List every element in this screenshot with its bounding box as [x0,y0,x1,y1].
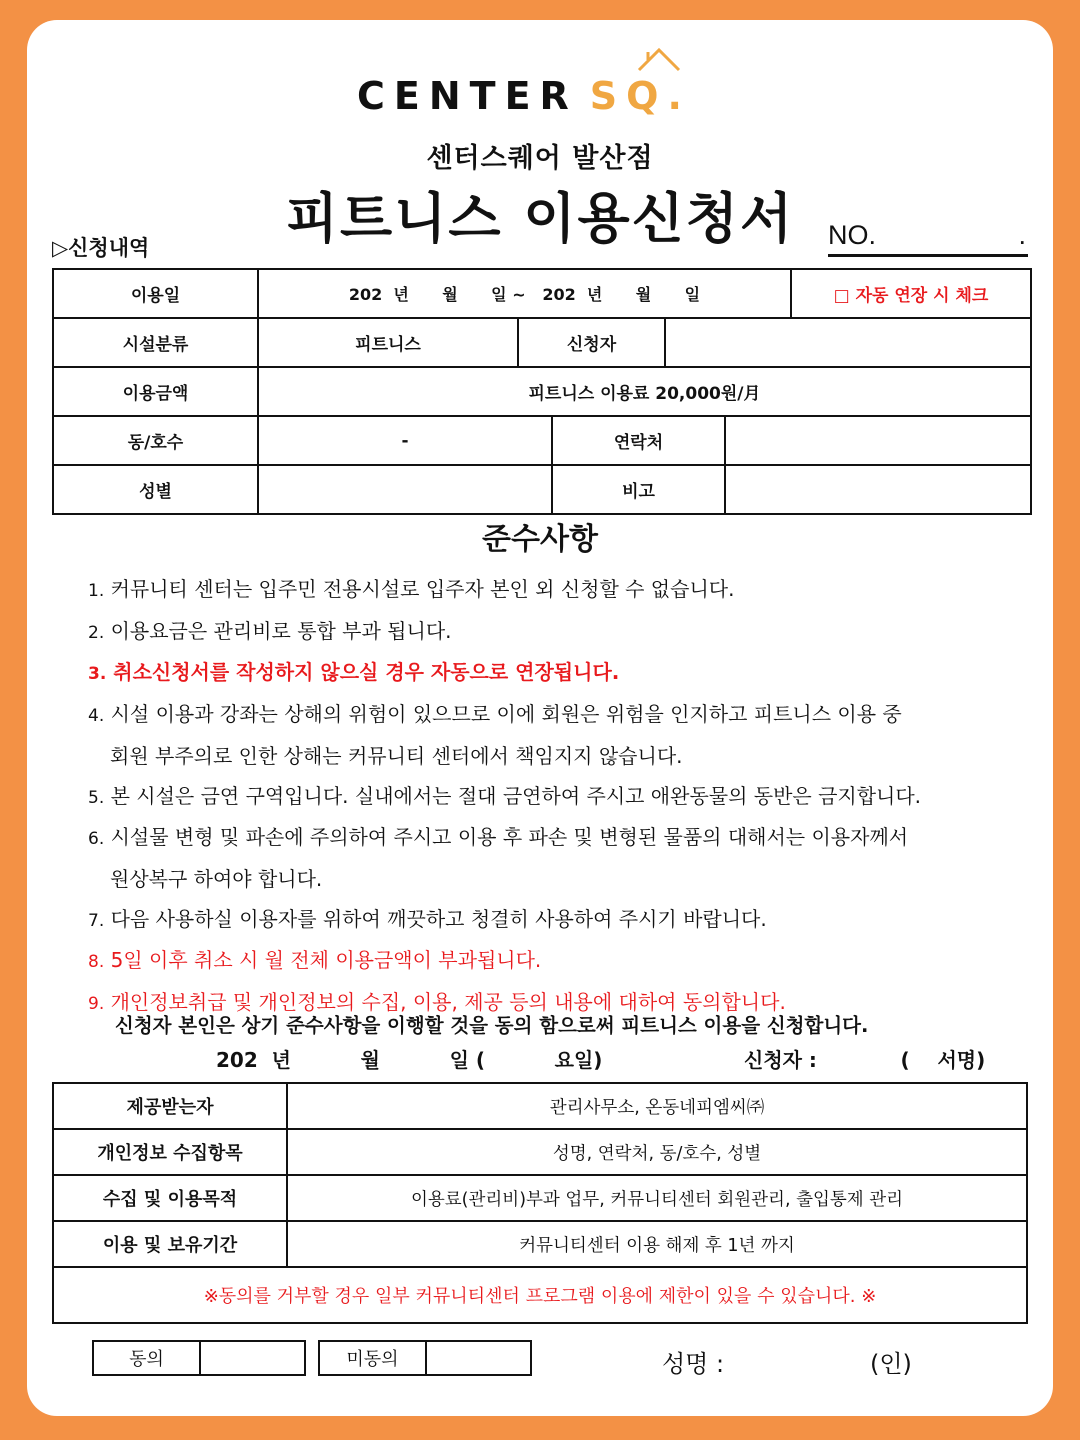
disagree-checkbox[interactable] [427,1342,530,1374]
application-date-field[interactable]: 202 년 월 일 ( 요일) [216,1048,603,1072]
rule-text: 이용요금은 관리비로 통합 부과 됩니다. [110,618,452,643]
list-item [88,777,1028,819]
rule-text: 회원 부주의로 인한 상해는 커뮤니티 센터에서 책임지지 않습니다. [110,743,683,768]
rule-text: 시설물 변형 및 파손에 주의하여 주시고 이용 후 파손 및 변형된 물품의 대해서는 이용자께서 [110,825,909,850]
rule-number: 7. [88,910,105,931]
signature-label: 성명 : [662,1350,725,1378]
list-item [88,900,1028,942]
form-number-label: NO. [828,220,877,250]
rule-text: 본 시설은 금연 구역입니다. 실내에서는 절대 금연하여 주시고 애완동물의 동반은 금지합니다. [110,783,922,808]
seal-field[interactable]: (인) [870,1350,912,1378]
gender-field[interactable] [258,465,552,514]
auto-renew-checkbox[interactable]: □ 자동 연장 시 체크 [791,269,1031,318]
rule-text: 원상복구 하여야 합니다. [110,866,323,891]
branch-name: 센터스퀘어 발산점 [426,143,654,174]
page-title: 피트니스 이용신청서 [285,187,795,250]
rule-text: 취소신청서를 작성하지 않으실 경우 자동으로 연장됩니다. [113,660,620,685]
applicant-field[interactable] [665,318,1031,367]
unit-label: 동/호수 [53,416,258,465]
logo-text-sq: SQ. [589,74,691,118]
rule-number: 4. [88,706,105,727]
contact-field[interactable] [725,416,1031,465]
rules-title: 준수사항 [482,522,598,557]
list-item [88,570,1028,612]
rule-number: 2. [88,622,105,643]
privacy-value: 커뮤니티센터 이용 해제 후 1년 까지 [287,1221,1027,1267]
usage-date-field[interactable]: 202 년 월 일 ~ 202 년 월 일 [258,269,791,318]
applicant-signature-field[interactable]: 신청자 : ( 서명) [744,1048,986,1072]
privacy-label: 제공받는자 [53,1083,287,1129]
rule-text: 5일 이후 취소 시 월 전체 이용금액이 부과됩니다. [110,948,542,973]
list-item [88,653,1028,695]
privacy-value: 성명, 연락처, 동/호수, 성별 [287,1129,1027,1175]
rules-list [88,570,1028,1025]
privacy-table [52,1082,1028,1324]
privacy-label: 수집 및 이용목적 [53,1175,287,1221]
contact-label: 연락처 [552,416,725,465]
privacy-label: 개인정보 수집항목 [53,1129,287,1175]
application-table [52,268,1032,515]
section-label-application: ▷신청내역 [52,236,150,260]
rule-number: 8. [88,952,105,973]
form-number-dot: . [1018,220,1026,250]
rule-text: 시설 이용과 강좌는 상해의 위험이 있으므로 이에 회원은 위험을 인지하고 피트니스 이용 중 [110,702,902,727]
rule-text: 다음 사용하실 이용자를 위하여 깨끗하고 청결히 사용하여 주시기 바랍니다. [110,906,767,931]
rule-number: 1. [88,581,105,601]
list-item [88,612,1028,654]
logo [357,74,737,126]
fee-value: 피트니스 이용료 20,000원/月 [258,367,1031,416]
rule-number: 3. [88,664,107,685]
disagree-label: 미동의 [320,1342,427,1374]
rule-number: 9. [88,994,105,1015]
facility-label: 시설분류 [53,318,258,367]
agree-box [92,1340,306,1376]
remarks-label: 비고 [552,465,725,514]
rule-text: 개인정보취급 및 개인정보의 수집, 이용, 제공 등의 내용에 대하여 동의합니다. [110,990,786,1015]
privacy-label: 이용 및 보유기간 [53,1221,287,1267]
unit-field[interactable]: - [258,416,552,465]
facility-value: 피트니스 [258,318,518,367]
rule-number: 6. [88,829,105,850]
fee-label: 이용금액 [53,367,258,416]
list-item [88,818,1028,860]
list-item [88,860,1028,900]
agree-checkbox[interactable] [201,1342,304,1374]
agree-label: 동의 [94,1342,201,1374]
pledge-statement: 신청자 본인은 상기 준수사항을 이행할 것을 동의 함으로써 피트니스 이용을 신청합니다. [115,1014,869,1037]
list-item [88,941,1028,983]
rule-number: 5. [88,787,105,808]
privacy-value: 관리사무소, 온동네피엠씨㈜ [287,1083,1027,1129]
list-item [88,737,1028,777]
usage-date-label: 이용일 [53,269,258,318]
list-item [88,695,1028,737]
remarks-field[interactable] [725,465,1031,514]
logo-text-center: CENTER [357,74,578,118]
disagree-box [318,1340,532,1376]
applicant-label: 신청자 [518,318,665,367]
privacy-refusal-note: ※동의를 거부할 경우 일부 커뮤니티센터 프로그램 이용에 제한이 있을 수 있습니다. ※ [53,1267,1027,1323]
rule-text: 커뮤니티 센터는 입주민 전용시설로 입주자 본인 외 신청할 수 없습니다. [110,577,735,601]
form-number-field[interactable] [828,220,1028,257]
gender-label: 성별 [53,465,258,514]
house-roof-icon [636,46,682,72]
privacy-value: 이용료(관리비)부과 업무, 커뮤니티센터 회원관리, 출입통제 관리 [287,1175,1027,1221]
